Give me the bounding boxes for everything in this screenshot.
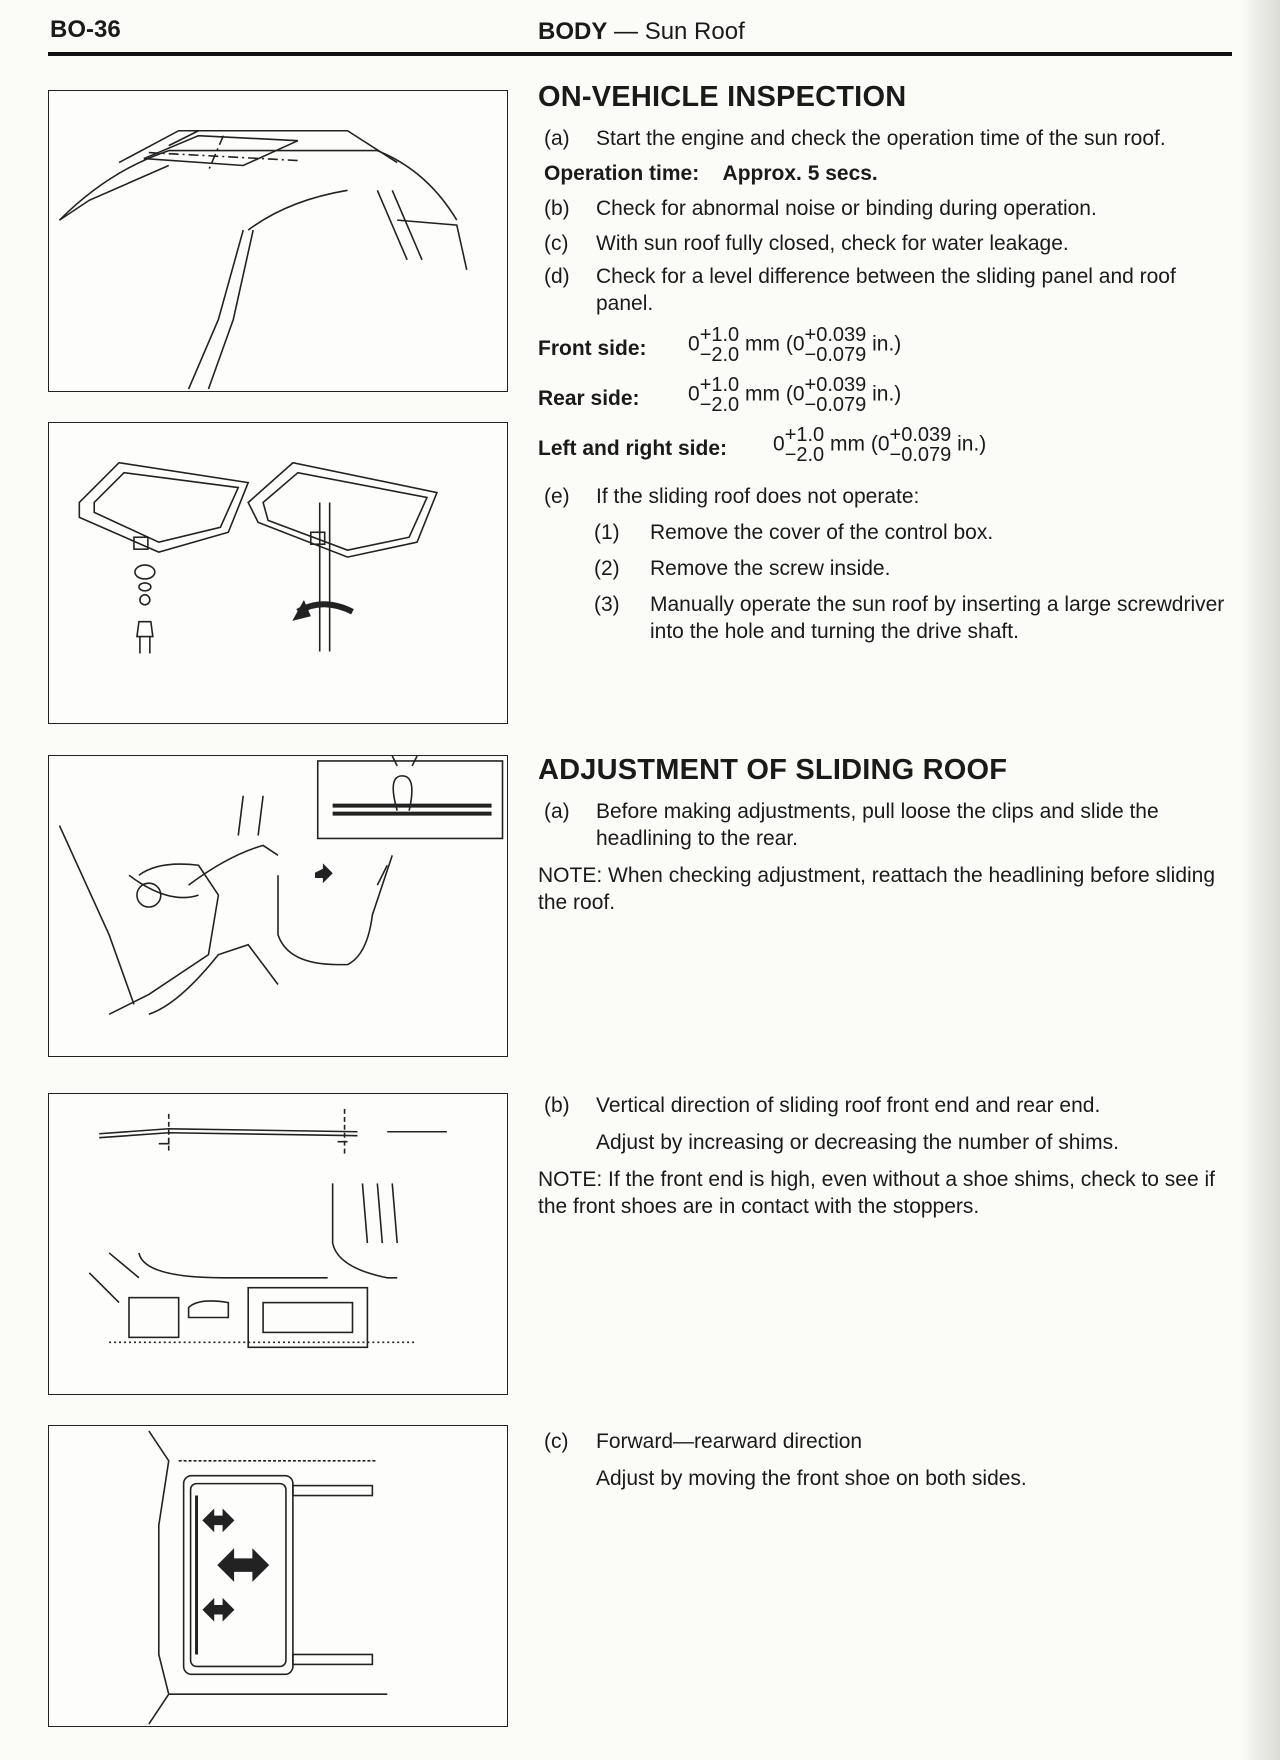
inspection-substep-1	[538, 519, 1234, 546]
chapter-separator: —	[614, 18, 639, 45]
adjustment-section	[538, 754, 1234, 916]
step-marker: (b)	[544, 1094, 570, 1117]
spec-front-side	[538, 323, 1234, 373]
figure-control-box	[48, 422, 508, 724]
substep-text: Remove the screw inside.	[650, 557, 891, 580]
step-marker: (a)	[544, 127, 570, 150]
step-text: If the sliding roof does not operate:	[596, 485, 920, 508]
page-header	[48, 14, 1232, 54]
scan-edge	[1240, 0, 1280, 1760]
substep-marker: (3)	[594, 593, 620, 616]
spec-value: 0 +1.0 −2.0 mm (0 +0.039 −0.079 in.)	[773, 424, 987, 466]
figure-front-shoe	[48, 1425, 508, 1727]
substep-marker: (2)	[594, 557, 620, 580]
operation-label: Operation time:	[544, 162, 700, 185]
step-marker: (e)	[544, 485, 570, 508]
substep-marker: (1)	[594, 521, 620, 544]
operation-time	[538, 160, 1234, 187]
adjustment-title: ADJUSTMENT OF SLIDING ROOF	[538, 754, 1008, 786]
step-marker: (a)	[544, 800, 570, 823]
step-text: Check for abnormal noise or binding during operation.	[596, 197, 1097, 220]
step-marker: (b)	[544, 197, 570, 220]
spec-value: 0 +1.0 −2.0 mm (0 +0.039 −0.079 in.)	[688, 324, 902, 366]
step-marker: (c)	[544, 232, 569, 255]
adjustment-step-c-detail: Adjust by moving the front shoe on both sides.	[596, 1467, 1027, 1490]
inspection-section	[538, 81, 1234, 645]
adjustment-step-c	[538, 1428, 1234, 1455]
header-rule	[48, 52, 1232, 56]
figure-shims	[48, 1093, 508, 1395]
spec-label: Left and right side:	[538, 437, 727, 460]
operation-value: Approx. 5 secs.	[722, 162, 878, 185]
step-text: Check for a level difference between the sliding panel and roof panel.	[596, 265, 1176, 315]
spec-left-right-side	[538, 423, 1234, 473]
spec-rear-side	[538, 373, 1234, 423]
step-text: Forward—rearward direction	[596, 1430, 863, 1453]
inspection-step-d	[538, 263, 1234, 317]
figure-headlining-clips	[48, 755, 508, 1057]
spec-label: Rear side:	[538, 387, 640, 410]
adjustment-vertical	[538, 1092, 1234, 1220]
step-text: Start the engine and check the operation time of the sun roof.	[596, 127, 1166, 150]
step-text: Vertical direction of sliding roof front end and rear end.	[596, 1094, 1101, 1117]
substep-text: Manually operate the sun roof by inserting a large screwdriver into the hole and turning the drive shaft.	[650, 593, 1225, 643]
page-number: BO-36	[50, 16, 121, 43]
adjustment-step-b	[538, 1092, 1234, 1119]
inspection-step-b	[538, 195, 1234, 222]
adjustment-note-1: NOTE: When checking adjustment, reattach the headlining before sliding the roof.	[538, 864, 1216, 914]
chapter-title	[538, 18, 745, 46]
spec-label: Front side:	[538, 337, 647, 360]
inspection-title: ON-VEHICLE INSPECTION	[538, 81, 907, 113]
chapter-name: BODY	[538, 18, 608, 45]
section-name: Sun Roof	[644, 18, 745, 45]
inspection-substep-3	[538, 591, 1234, 645]
adjustment-step-a	[538, 798, 1234, 852]
inspection-substep-2	[538, 555, 1234, 582]
inspection-step-c	[538, 230, 1234, 257]
inspection-step-e	[538, 483, 1234, 510]
figure-roof-overview	[48, 90, 508, 392]
inspection-step-a	[538, 125, 1234, 152]
adjustment-step-b-detail: Adjust by increasing or decreasing the number of shims.	[596, 1131, 1119, 1154]
adjustment-note-2: NOTE: If the front end is high, even without a shoe shims, check to see if the front shoes are in contact with the stoppers.	[538, 1168, 1216, 1218]
step-marker: (c)	[544, 1430, 569, 1453]
step-marker: (d)	[544, 265, 570, 288]
step-text: With sun roof fully closed, check for water leakage.	[596, 232, 1069, 255]
spec-value: 0 +1.0 −2.0 mm (0 +0.039 −0.079 in.)	[688, 374, 902, 416]
substep-text: Remove the cover of the control box.	[650, 521, 994, 544]
step-text: Before making adjustments, pull loose the clips and slide the headlining to the rear.	[596, 800, 1159, 850]
adjustment-forward	[538, 1428, 1234, 1492]
